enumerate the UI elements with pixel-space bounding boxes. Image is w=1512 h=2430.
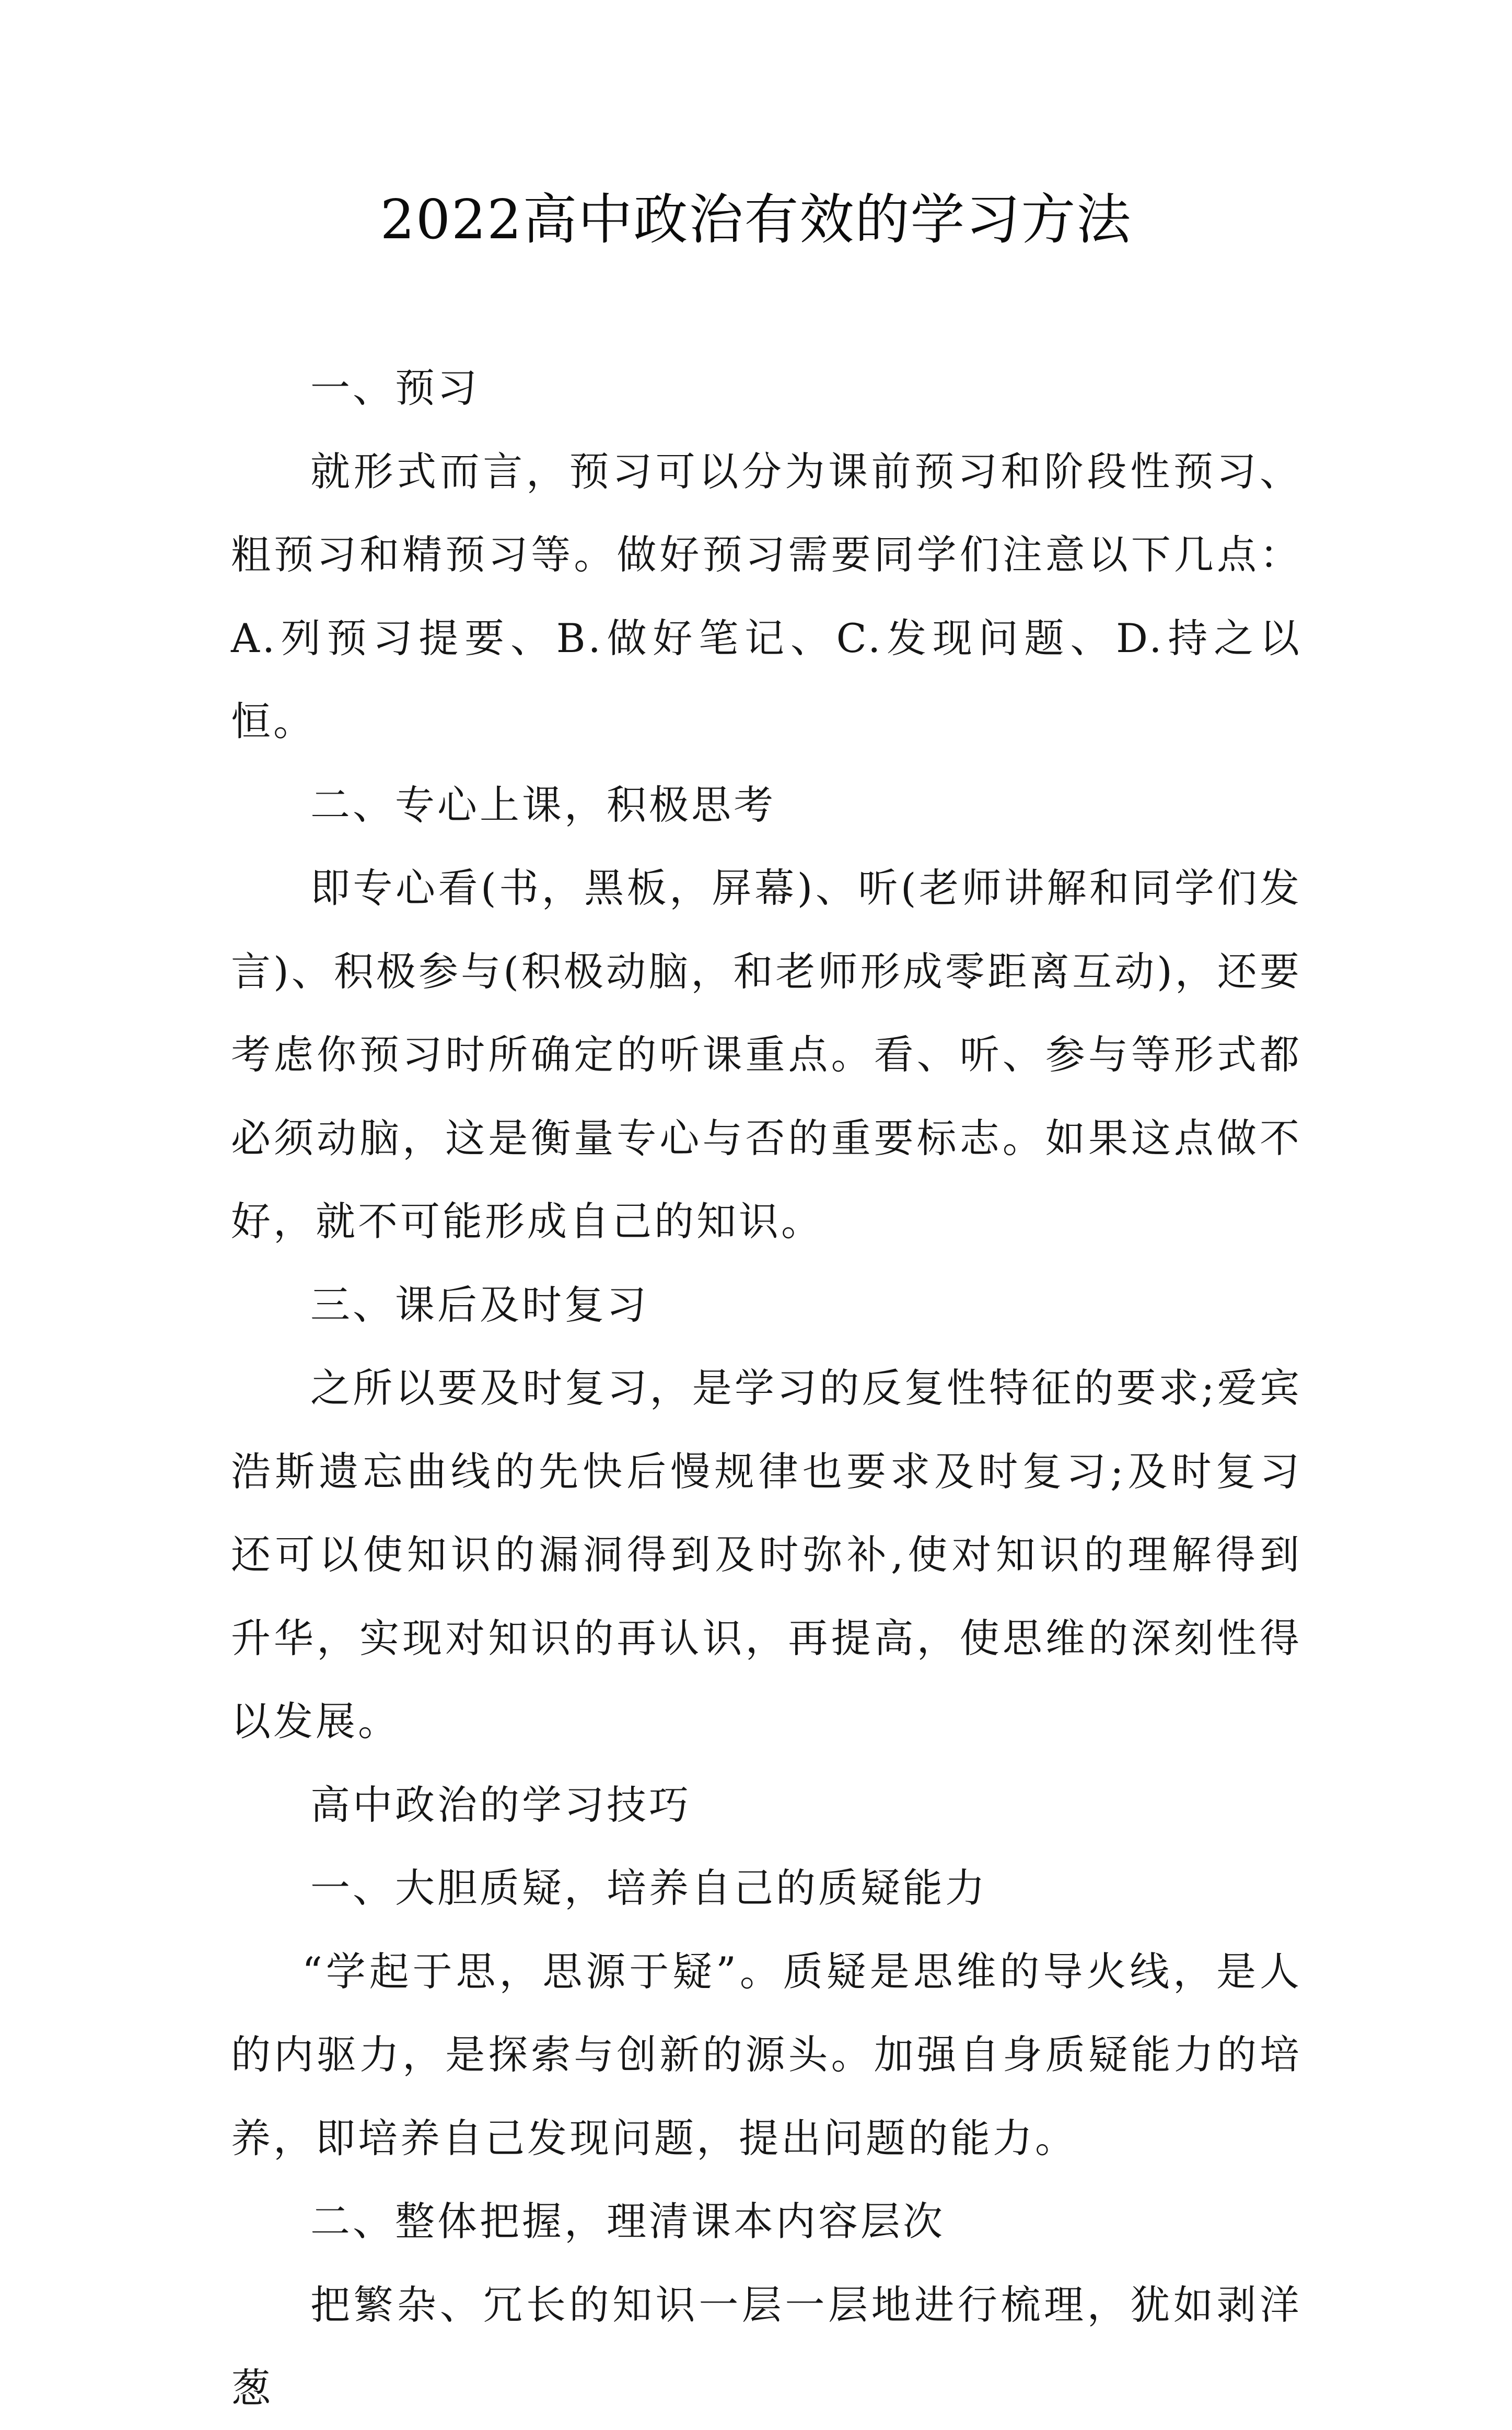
heading-overall-grasp: 二、整体把握，理清课本内容层次 bbox=[310, 2198, 945, 2245]
heading-review: 三、课后及时复习 bbox=[310, 1281, 649, 1328]
heading-questioning: 一、大胆质疑，培养自己的质疑能力 bbox=[310, 1865, 987, 1911]
paragraph-review: 之所以要及时复习，是学习的反复性特征的要求;爱宾浩斯遗忘曲线的先快后慢规律也要求及时复习;及时复习还可以使知识的漏洞得到及时弥补,使对知识的理解得到升华，实现对知识的再认识，再提高，使思维的深刻性得以发展。 bbox=[231, 1365, 1302, 1745]
paragraph-overall-grasp: 把繁杂、冗长的知识一层一层地进行梳理，犹如剥洋葱 bbox=[231, 2281, 1302, 2411]
page-title: 2022高中政治有效的学习方法 bbox=[380, 188, 1132, 251]
heading-preview: 一、预习 bbox=[310, 365, 480, 411]
paragraph-attend-class: 即专心看(书，黑板，屏幕)、听(老师讲解和同学们发言)、积极参与(积极动脑，和老师形成零距离互动)，还要考虑你预习时所确定的听课重点。看、听、参与等形式都必须动脑，这是衡量专心与否的重要标志。如果这点做不好，就不可能形成自己的知识。 bbox=[231, 865, 1302, 1245]
paragraph-questioning: “学起于思，思源于疑”。质疑是思维的导火线，是人的内驱力，是探索与创新的源头。加强自身质疑能力的培养，即培养自己发现问题，提出问题的能力。 bbox=[231, 1948, 1302, 2161]
paragraph-preview: 就形式而言，预习可以分为课前预习和阶段性预习、粗预习和精预习等。做好预习需要同学们注意以下几点：A.列预习提要、B.做好笔记、C.发现问题、D.持之以恒。 bbox=[231, 448, 1302, 745]
heading-attend-class: 二、专心上课，积极思考 bbox=[310, 781, 776, 828]
heading-skills: 高中政治的学习技巧 bbox=[310, 1781, 691, 1828]
document-body bbox=[231, 346, 1302, 2430]
